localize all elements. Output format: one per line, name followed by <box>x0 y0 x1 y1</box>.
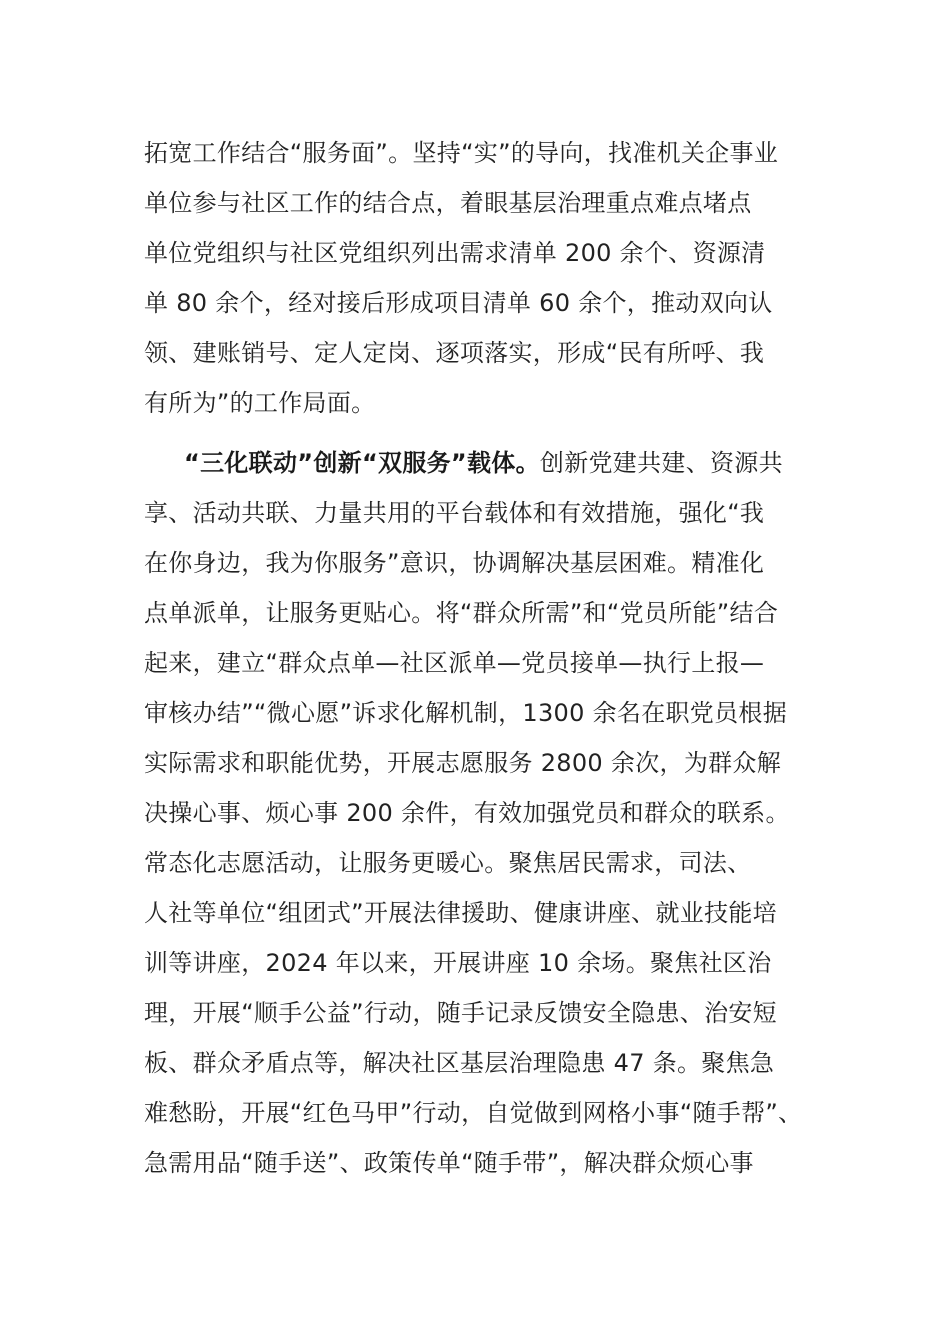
text-line: 决操心事、烦心事 200 余件，有效加强党员和群众的联系。 <box>144 799 790 827</box>
text-line: 享、活动共联、力量共用的平台载体和有效措施，强化“我 <box>144 499 765 527</box>
text-line: 人社等单位“组团式”开展法律援助、健康讲座、就业技能培 <box>144 899 777 927</box>
text-line: 有所为”的工作局面。 <box>144 389 376 417</box>
text-line: 单位参与社区工作的结合点，着眼基层治理重点难点堵点 <box>144 189 752 217</box>
text-line: 板、群众矛盾点等，解决社区基层治理隐患 47 条。聚焦急 <box>144 1049 775 1077</box>
text-line: 急需用品“随手送”、政策传单“随手带”，解决群众烦心事 <box>144 1149 754 1177</box>
text-line: 难愁盼，开展“红色马甲”行动，自觉做到网格小事“随手帮”、 <box>144 1099 803 1127</box>
text-line: 单 80 余个，经对接后形成项目清单 60 余个，推动双向认 <box>144 289 773 317</box>
text-line: 点单派单，让服务更贴心。将“群众所需”和“党员所能”结合 <box>144 599 779 627</box>
text-line: 审核办结”“微心愿”诉求化解机制，1300 余名在职党员根据 <box>144 699 788 727</box>
document-body <box>144 128 824 1188</box>
text-line: 常态化志愿活动，让服务更暖心。聚焦居民需求，司法、 <box>144 849 752 877</box>
paragraph-heading: “三化联动”创新“双服务”载体。 <box>184 449 540 477</box>
text-line: 理，开展“顺手公益”行动，随手记录反馈安全隐患、治安短 <box>144 999 777 1027</box>
text-line: 拓宽工作结合“服务面”。坚持“实”的导向，找准机关企事业 <box>144 139 779 167</box>
paragraph-spacer <box>144 428 824 438</box>
text-line: 训等讲座，2024 年以来，开展讲座 10 余场。聚焦社区治 <box>144 949 772 977</box>
paragraph-resource-matching <box>144 128 824 428</box>
text-line-first <box>144 438 824 488</box>
paragraph-three-linkage <box>144 438 824 1188</box>
paragraph-first-line-text: 创新党建共建、资源共 <box>539 449 783 477</box>
text-line: 领、建账销号、定人定岗、逐项落实，形成“民有所呼、我 <box>144 339 765 367</box>
text-line: 单位党组织与社区党组织列出需求清单 200 余个、资源清 <box>144 239 766 267</box>
text-line: 起来，建立“群众点单—社区派单—党员接单—执行上报— <box>144 649 765 677</box>
text-line: 在你身边，我为你服务”意识，协调解决基层困难。精准化 <box>144 549 765 577</box>
text-line: 实际需求和职能优势，开展志愿服务 2800 余次，为群众解 <box>144 749 782 777</box>
